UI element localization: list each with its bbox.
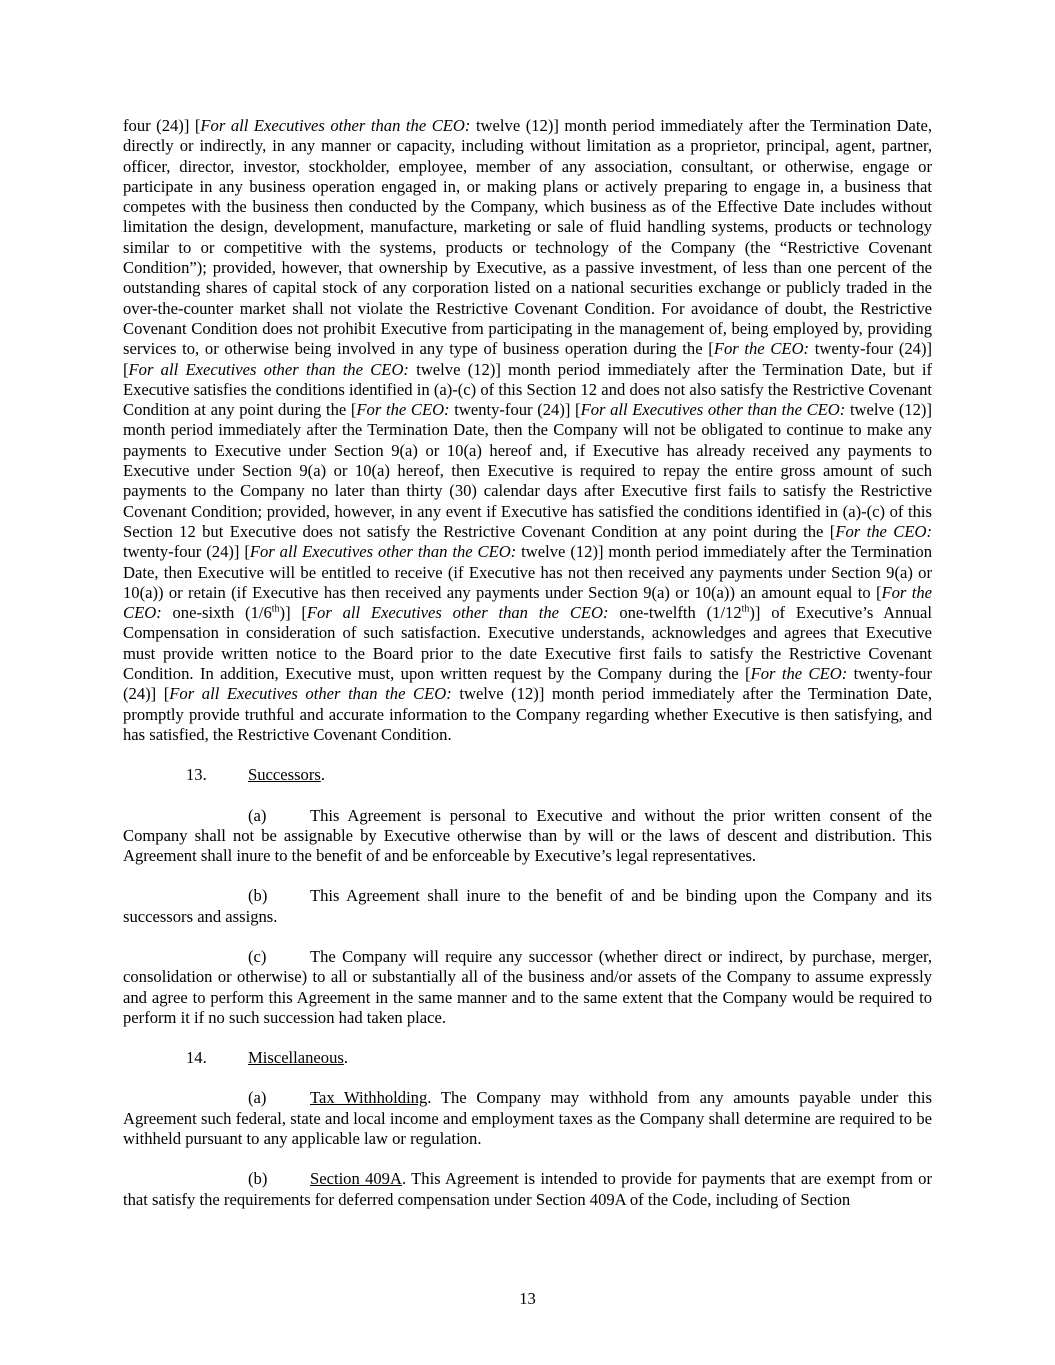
paragraph-label: (a) (248, 1088, 267, 1108)
text-segment: twenty-four (24)] [ (123, 339, 932, 379)
page-footer (0, 1289, 1055, 1309)
subsection-title: Tax Withholding (310, 1088, 428, 1108)
text-segment: twenty-four (24)] [ (449, 400, 581, 420)
text-segment: four (24)] [ (123, 116, 201, 135)
text-segment: For the CEO: (835, 521, 932, 541)
section-title: Successors (248, 765, 321, 785)
section-14a-paragraph (123, 1088, 932, 1149)
text-segment: . This Agreement is intended to provide for payments that are exempt from or that satisfy the requirements for deferred compensation under Section 409A of the Code, including of Section (123, 1169, 932, 1209)
section-12-continuation-paragraph (123, 116, 932, 745)
section-14-heading (123, 1048, 932, 1068)
text-segment: twenty-four (24)] [ (123, 664, 933, 704)
text-segment: For all Executives other than the CEO: (169, 684, 452, 704)
text-segment: . (343, 1048, 349, 1068)
text-segment: The Company will require any successor (whether direct or indirect, by purchase, merger, consolidation or otherwise) to all or substantially all of the business and/or assets of the Company to assume expressly and agree to perform this Agreement in the same manner and to the same extent that the Company would be required to perform it if no such succession had taken place. (123, 946, 932, 1027)
page-number: 13 (519, 1288, 536, 1308)
section-13c-paragraph (123, 947, 932, 1028)
text-segment: th (271, 603, 280, 615)
text-segment: )] [ (279, 603, 307, 623)
text-segment: twelve (12)] month period immediately after the Termination Date, directly or indirectly, in any manner or capacity, including without limitation as a proprietor, principal, agent, partner, officer, director, investor, stockholder, employee, member of any association, consultant, or otherwise, engage or participate in any business operation engaged in, or making plans or actively preparing to engage in, a business that competes with the business then conducted by the Company, which business as of the Effective Date includes without limitation the design, development, manufacture, marketing or sale of fluid handling systems, products or technology similar to or competitive with the systems, products or technology of the Company (the “Restrictive Covenant Condition”); provided, however, that ownership by Executive, as a passive investment, of less than one percent of the outstanding shares of capital stock of any corporation listed on a national securities exchange or publicly traded in the over-the-counter market shall not violate the Restrictive Covenant Condition. For avoidance of doubt, the Restrictive Covenant Condition does not prohibit Executive from participating in the management of, being employed by, providing services to, or otherwise being involved in any type of business operation during the [ (123, 116, 933, 359)
subsection-title: Section 409A (310, 1169, 402, 1189)
text-segment: one-sixth (1/6 (161, 603, 272, 623)
text-segment: twelve (12)] month period immediately after the Termination Date, promptly provide truthful and accurate information to the Company regarding whether Executive is then satisfying, and has satisfied, the Restrictive Covenant Condition. (123, 684, 932, 744)
paragraph-label: (b) (248, 886, 268, 906)
text-segment: )] of Executive’s Annual Compensation in consideration of such satisfaction. Executive understands, acknowledges and agrees that Executive must provide written notice to the Board prior to the date Executive first fails to satisfy the Restrictive Covenant Condition. In addition, Executive must, upon written request by the Company during the [ (123, 603, 933, 684)
section-14b-paragraph (123, 1169, 932, 1210)
paragraph-label: (c) (248, 946, 267, 966)
text-segment: twelve (12)] month period immediately after the Termination Date, then the Company will not be obligated to continue to make any payments to Executive under Section 9(a) or 10(a) hereof and, if Executive has already received any payments to Executive under Section 9(a) or 10(a) hereof, then Executive is required to repay the entire gross amount of such payments to the Company no later than thirty (30) calendar days after Executive first fails to satisfy the Restrictive Covenant Condition; provided, however, in any event if Executive has satisfied the conditions identified in (a)-(c) of this Section 12 but Executive does not satisfy the Restrictive Covenant Condition at any point during the [ (123, 400, 932, 541)
text-segment: For all Executives other than the CEO: (306, 603, 609, 623)
text-segment: For the CEO: (713, 339, 810, 359)
text-segment: th (741, 603, 750, 615)
section-13-heading (123, 765, 932, 785)
text-segment: . The Company may withhold from any amounts payable under this Agreement such federal, state and local income and employment taxes as the Company shall determine are required to be withheld pursuant to any applicable law or regulation. (123, 1088, 932, 1149)
paragraph-label: (a) (248, 805, 267, 825)
text-segment: This Agreement is personal to Executive and without the prior written consent of the Company shall not be assignable by Executive otherwise than by will or the laws of descent and distribution. This Agreement shall inure to the benefit of and be enforceable by Executive’s legal representatives. (123, 805, 932, 866)
document-body (123, 116, 932, 1210)
section-number: 14. (186, 1048, 207, 1068)
text-segment: twelve (12)] month period immediately after the Termination Date, then Executive will be entitled to receive (if Executive has not then received any payments under Section 9(a) or 10(a)) or retain (if Executive has then received any payments under Section 9(a) or 10(a)) an amount equal to [ (123, 542, 932, 602)
text-segment: one-twelfth (1/12 (608, 603, 742, 623)
section-number: 13. (186, 765, 207, 785)
text-segment: For the CEO: (750, 664, 848, 684)
text-segment: For all Executives other than the CEO: (580, 400, 846, 420)
text-segment: For the CEO: (123, 582, 933, 623)
text-segment: twelve (12)] month period immediately after the Termination Date, but if Executive satisfies the conditions identified in (a)-(c) of this Section 12 and does not also satisfy the Restrictive Covenant Condition at any point during the [ (123, 359, 932, 420)
paragraph-label: (b) (248, 1169, 268, 1189)
section-13a-paragraph (123, 806, 932, 867)
text-segment: . (320, 765, 325, 785)
section-title: Miscellaneous (248, 1048, 344, 1068)
text-segment: For all Executives other than the CEO: (200, 116, 471, 135)
text-segment: For all Executives other than the CEO: (249, 542, 517, 562)
text-segment: This Agreement shall inure to the benefit of and be binding upon the Company and its successors and assigns. (123, 886, 932, 926)
text-segment: For the CEO: (356, 400, 450, 420)
text-segment: twenty-four (24)] [ (123, 542, 250, 562)
text-segment: For all Executives other than the CEO: (128, 359, 409, 379)
section-13b-paragraph (123, 886, 932, 927)
